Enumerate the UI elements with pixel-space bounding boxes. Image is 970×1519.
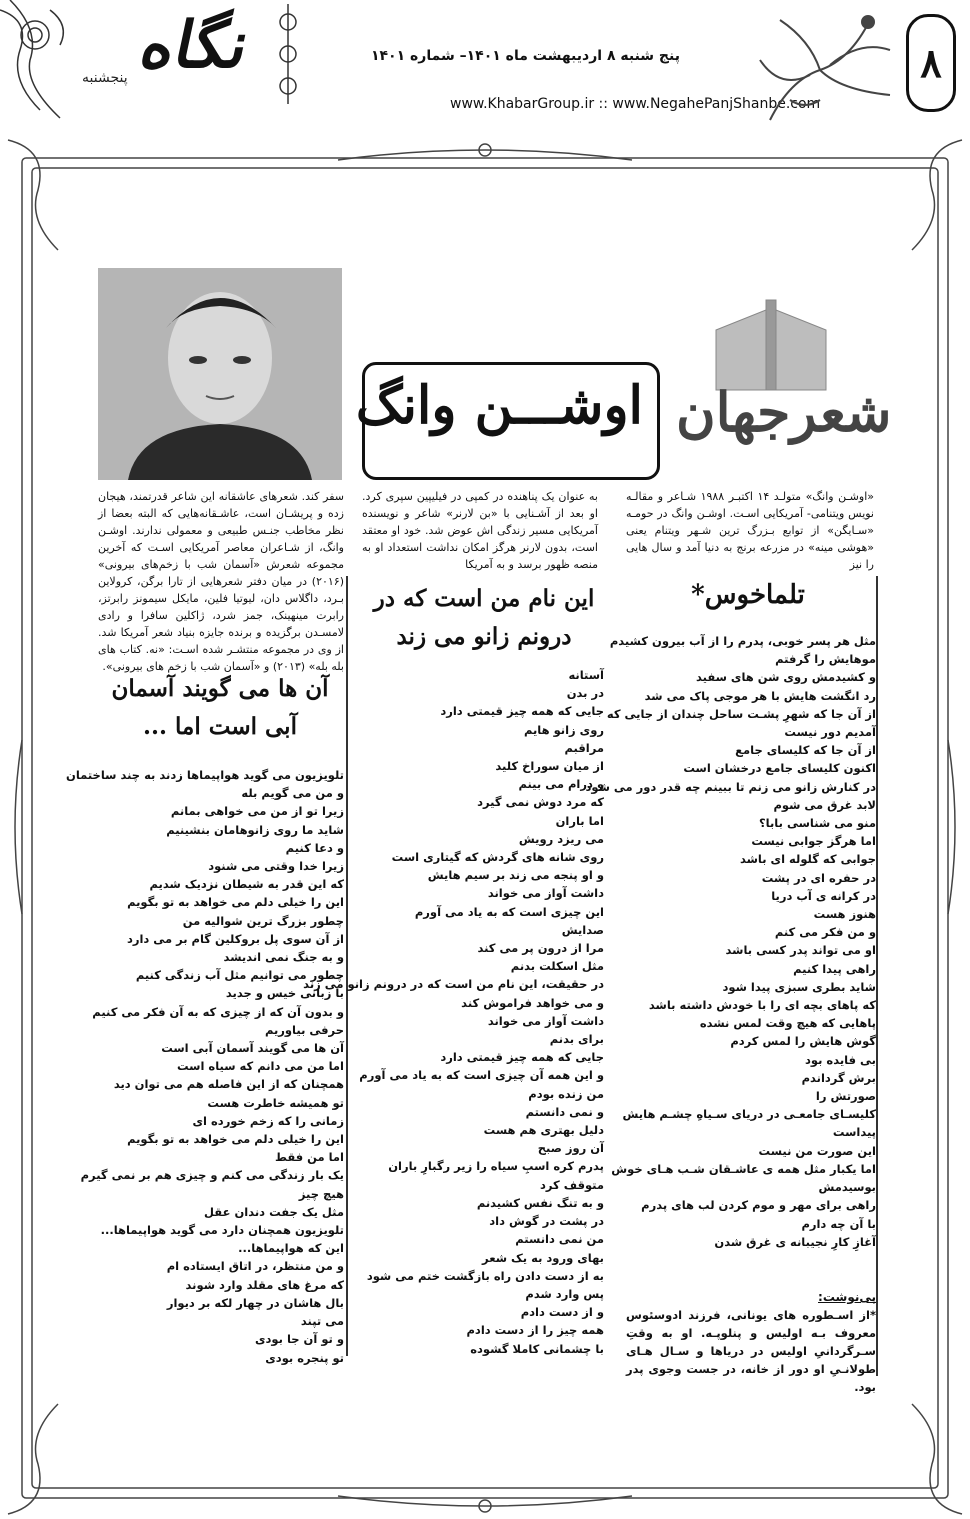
poem-line: پدرم کره اسبِ سیاه را زیر رگبارِ باران — [388, 1159, 604, 1174]
poem-line: و از دست دادم — [520, 1305, 604, 1320]
poem-line: و نمی دانستم — [525, 1104, 604, 1119]
poem-line: شاید بطری سبزی پیدا شود — [722, 979, 876, 994]
poem-line: او می تواند پدر کسی باشد — [725, 943, 876, 958]
logo-sub-text: پنجشنبه — [82, 70, 128, 86]
poem-line: داشت آواز می خواند — [487, 886, 604, 901]
poem-line: مثل اسکلت بدنم — [510, 959, 604, 974]
poem-title-sky-is-blue: آن ها می گویند آسمان آبی است اما ... — [111, 675, 329, 740]
poem-line: از آن جا که کلیسای جامع — [735, 743, 876, 758]
poem-line: اما من می دانم که سیاه است — [176, 1059, 344, 1074]
poem-line: اما یکبار مثل همه ی عاشـقان شـب هـای خوش — [611, 1161, 876, 1176]
poem-line: برش گرداندم — [801, 1070, 876, 1085]
poem-line: مثل یک جفت دندان عقل — [204, 1204, 344, 1219]
poem-line: آن ها می گویند آسمان آبی است — [161, 1041, 344, 1056]
poem-title-telemachus: تلماخوس* — [691, 580, 805, 610]
poem-line: همه چیز را از دست دادم — [466, 1323, 604, 1338]
portrait-placeholder-icon — [98, 268, 342, 480]
phoenix-illustration-icon — [750, 0, 900, 130]
poem-line: و من فکر می کنم — [774, 925, 876, 940]
poet-name-box — [355, 362, 660, 480]
poem-line: روی زانو هایم — [523, 722, 604, 737]
poem-line: حرفی بیاوریم — [264, 1022, 344, 1037]
poem-line: گوش هایش را لمس کردم — [730, 1034, 876, 1049]
poem-line: و دعا کنیم — [285, 840, 344, 855]
poem-line: تلویزیون می گوید هواپیماها زدند به چند ساختمان — [66, 768, 344, 782]
poem-line: روی شانه های گردش که گیتاری است — [391, 850, 604, 865]
poem-line: این را خیلی دلم می خواهد به تو بگویم — [127, 895, 344, 910]
poem-line: بهای ورود به یک شعر — [482, 1250, 604, 1265]
poem-line: و من منتظر، در اتاق ایستاده ام — [166, 1259, 344, 1274]
poem-line: بوسیدمش — [818, 1180, 876, 1195]
poem-line: آغازِ کارِ نجیبانه ی غرق شدن — [714, 1234, 876, 1249]
poem-line: یک بار زندگی می کنم و چیزی هم بر نمی گیرم — [80, 1168, 344, 1183]
poem-body-sky-is-blue — [66, 766, 344, 1367]
newspaper-logo — [82, 8, 262, 98]
poem-line: جایی که همه چیز قیمتی دارد — [440, 1050, 604, 1065]
poem-line: به از دست دادن راه بازگشت ختم می شود — [366, 1268, 604, 1283]
poem-line: می تپند — [300, 1314, 344, 1329]
poem-line: که این قدر به شیطان نزدیک شدیم — [149, 877, 344, 892]
poem-line: هنوز هست — [813, 907, 876, 922]
poem-line: داشت آواز می خواند — [487, 1013, 604, 1028]
issue-date-line: پنج شنبه ۸ اردیبهشت ماه ۱۴۰۱– شماره ۱۴۰۱ — [370, 48, 680, 64]
poem-line: و می خواهد فراموش کند — [461, 995, 604, 1010]
poem-line: جایی که همه چیز قیمتی دارد — [440, 704, 604, 719]
poem-line: از میان سوراخ کلید — [495, 759, 604, 774]
poem-line: این را خیلی دلم می خواهد به تو بگویم — [127, 1132, 344, 1147]
poem-line: و تو آن جا بودی — [254, 1332, 344, 1347]
intro-paragraph-left: سفر کند. شعرهای عاشقانه این شاعر قدرتمند، هیجان زده و پریشـان است، عاشـقانه‌هایی که البته بعضا از نظر مخاطب جنـس طبیعی و معمولی ندارند. اوشـن وانگ، از شـاعران معاصر آمریکایی اسـت که آخرین مجموعه شعرش «آسمان شب با زخم‌های بیرونی» (۲۰۱۶) در میان دفتر شعرهایی از تارا برگن، کرولاین بـرد، داگلاس دان، لیوتیا فلین، مایکل سیمونز رابرتز، رابرت مینهینک، جمز شرد، ژاکلین سافرا و رادی لامسـدن برگزیده و برنده جایزه بنیاد شعر آمریکا شد. از وی در مجموعه منتشـر شده اسـت: «نه. کتاب های بله بله» (۲۰۱۳) و «آسمان شب با زخم های بیرونی». — [98, 490, 344, 673]
intro-paragraph-right: «اوشـن وانگ» متولـد ۱۴ اکتبـر ۱۹۸۸ شـاعر و مقالـه نویس ویتنامی- آمریکایی اسـت. اوشـن وانگ در حومـه «سـایگن» از توابع بـزرگ ترین شـهر ویتنام یعنی «هوشی مینه» در مزرعه برنج به دنیا آمد و سال هایی را نیز — [626, 490, 874, 571]
poem-line: در کنارش زانو می زنم تا ببینم چه قدر دور می شود — [585, 779, 876, 794]
poem-line: در حفره ای در پشت — [761, 870, 876, 885]
poem-line: تو همیشه خاطرت هست — [207, 1095, 344, 1110]
poem-line: و این همه آن چیزی است که به یاد می آورم — [359, 1068, 604, 1083]
poem-line: در پشت در گوش داد — [489, 1214, 604, 1229]
poem-line: چطور می توانیم مثل آب زندگی کنیم — [135, 968, 344, 983]
intro-paragraph-middle: به عنوان یک پناهنده در کمپی در فیلیپین سپری کرد. او بعد از آشـنایی با «بن لارنر» شاعر و نویسنده آمریکایی مسیر زندگی اش عوض شد. خود او معتقد است، بدون لارنر هرگز امکان نداشت استعداد او به منصه ظهور برسد و به آمریکا — [362, 490, 598, 571]
footnote-body: *از اسـطوره های یونانی، فرزند ادوسئوس معروف بـه اولیس و پنلوپـه. او به وقتِ سـرگردانیِ اولیس در دریاها و سـال هـای طولانـیِ او دور از خانه، در جست وجوی پدر بود. — [626, 1308, 876, 1394]
poem-line: مرا از درون پر می کند — [477, 941, 604, 956]
footnote-heading: پی‌نوشت: — [818, 1290, 876, 1304]
page-number: ۸ — [906, 14, 956, 112]
poem-title-my-name: این نام من است که در درونم زانو می زند — [373, 585, 595, 650]
poem-line: می ریزد رویش — [518, 831, 604, 846]
poem-line: موهایش را گرفتم — [775, 652, 876, 667]
poem-line: از آن سوی پل بروکلین گام بر می دارد — [126, 931, 344, 946]
poem-line: برای بدنم — [549, 1032, 604, 1047]
poem-line: و درام می بینم — [518, 777, 604, 792]
open-book-icon — [706, 300, 836, 390]
poem-line: تلویزیون همچنان دارد می گوید هواپیماها... — [100, 1223, 344, 1238]
poem-line: آستانه — [568, 668, 604, 682]
poem-line: این که هواپیماها... — [238, 1241, 344, 1256]
poem-line: پاهایی که هیچ وقت لمس نشده — [699, 1016, 876, 1031]
poem-line: و کشیدمش روی شن های سفید — [696, 670, 876, 685]
section-category-label: شعرجهان — [676, 380, 892, 444]
poem-line: که پاهای بچه ای را با خودش داشته باشد — [648, 998, 876, 1013]
poem-line: بال هاشان در چهار لکه بر دیوار — [166, 1295, 344, 1310]
poem-line: با زبانی خیس و جدید — [225, 986, 344, 1001]
poet-name-title: اوشـــن وانگ — [355, 375, 643, 436]
logo-main-text: نگاه — [134, 8, 257, 83]
poem-line: که مرغ های مقلد وارد شوند — [185, 1277, 344, 1292]
poem-line: شاید ما روی زانوهامان بنشینیم — [166, 822, 344, 837]
corner-ornament-icon — [0, 0, 80, 120]
poem-line: و به تنگ نفس کشیدنم — [476, 1195, 604, 1210]
website-urls: www.KhabarGroup.ir :: www.NegahePanjShanbe.com — [450, 96, 821, 112]
poem-line: تو پنجره بودی — [265, 1350, 344, 1365]
poem-line: و به جنگ نمی اندیشد — [223, 950, 344, 965]
poem-line: زیرا تو از من می خواهی بمانم — [170, 804, 344, 819]
poem-line: این صورت من نیست — [758, 1143, 876, 1158]
poem-line: هیچ چیز — [298, 1186, 344, 1201]
poet-portrait-photo — [98, 268, 342, 480]
poem-line: پس وارد شدم — [525, 1286, 604, 1301]
poem-line: اما باران — [555, 813, 604, 828]
poem-line: رد انگشت هایش با هر موجی پاک می شد — [644, 688, 876, 703]
poem-line: صورتش را — [815, 1089, 876, 1104]
poem-line: اکنون کلیسای جامع درخشان است — [683, 761, 876, 776]
poem-line: همچنان که از این فاصله هم می توان دید — [113, 1077, 344, 1092]
poem-line: من نمی دانستم — [515, 1232, 604, 1247]
poem-line: و بدون آن که از چیزی که به آن فکر می کنیم — [92, 1004, 344, 1019]
poem-line: از آن جا که شهرِ پشـت ساحل چندان از جایی که — [606, 706, 876, 721]
poem-line: راهی پیدا کنیم — [793, 961, 876, 976]
poem-line: با آن چه دارم — [801, 1216, 876, 1231]
poem-line: و من می گویم بله — [241, 786, 344, 801]
poem-line: چطور بزرگ ترین شوالیه من — [182, 913, 344, 928]
poem-line: که مرد دوش نمی گیرد — [477, 795, 604, 810]
poem-line: آمدیم دور نیست — [784, 725, 876, 740]
poem-line: این چیزی است که به یاد می آورم — [414, 904, 604, 919]
poem-line: آن روز صبح — [537, 1141, 604, 1156]
poem-line: مثل هر پسر خوبی، پدرم را از آب بیرون کشیدم — [609, 634, 876, 648]
poem-line: در بدن — [566, 686, 604, 701]
poem-line: جوابی که گلوله ای باشد — [739, 852, 876, 867]
poem-line: اما هرگز جوابی نیست — [751, 834, 876, 849]
poem-line: بی فایده بود — [805, 1052, 876, 1067]
poem-line: در حقیقت، این نام من است که در درونم زانو می زند — [303, 977, 604, 992]
poem-line: متوقف کرد — [540, 1177, 604, 1192]
poem-line: در کرانه ی آب دریا — [771, 888, 876, 903]
poem-line: منو می شناسی بابا؟ — [759, 816, 876, 831]
poem-line: من زنده بودم — [528, 1086, 604, 1101]
poem-line: زمانی را که زخم خورده ای — [192, 1113, 344, 1128]
vertical-ornament-icon — [276, 4, 300, 104]
poem-line: دلیل بهتری هم هست — [483, 1123, 604, 1138]
poem-line: کلیسـای جامعـی در دریای سـیاهِ چشـم هایش — [622, 1107, 876, 1122]
poem-line: مراقبم — [564, 740, 604, 755]
poem-line: و او پنجه می زند بر سیم هایش — [427, 868, 604, 883]
poem-line: صدایش — [561, 922, 604, 937]
poem-line: راهی برای مهر و موم کردن لب های پدرم — [641, 1198, 876, 1213]
poem-line: پیداست — [832, 1125, 876, 1140]
poem-line: لابد غرق می شوم — [773, 797, 876, 812]
poem-line: با چشمانی کاملا گشوده — [470, 1341, 604, 1356]
poem-line: اما من فقط — [275, 1150, 344, 1165]
poem-line: زیرا خدا وقتی می شنود — [208, 859, 344, 874]
